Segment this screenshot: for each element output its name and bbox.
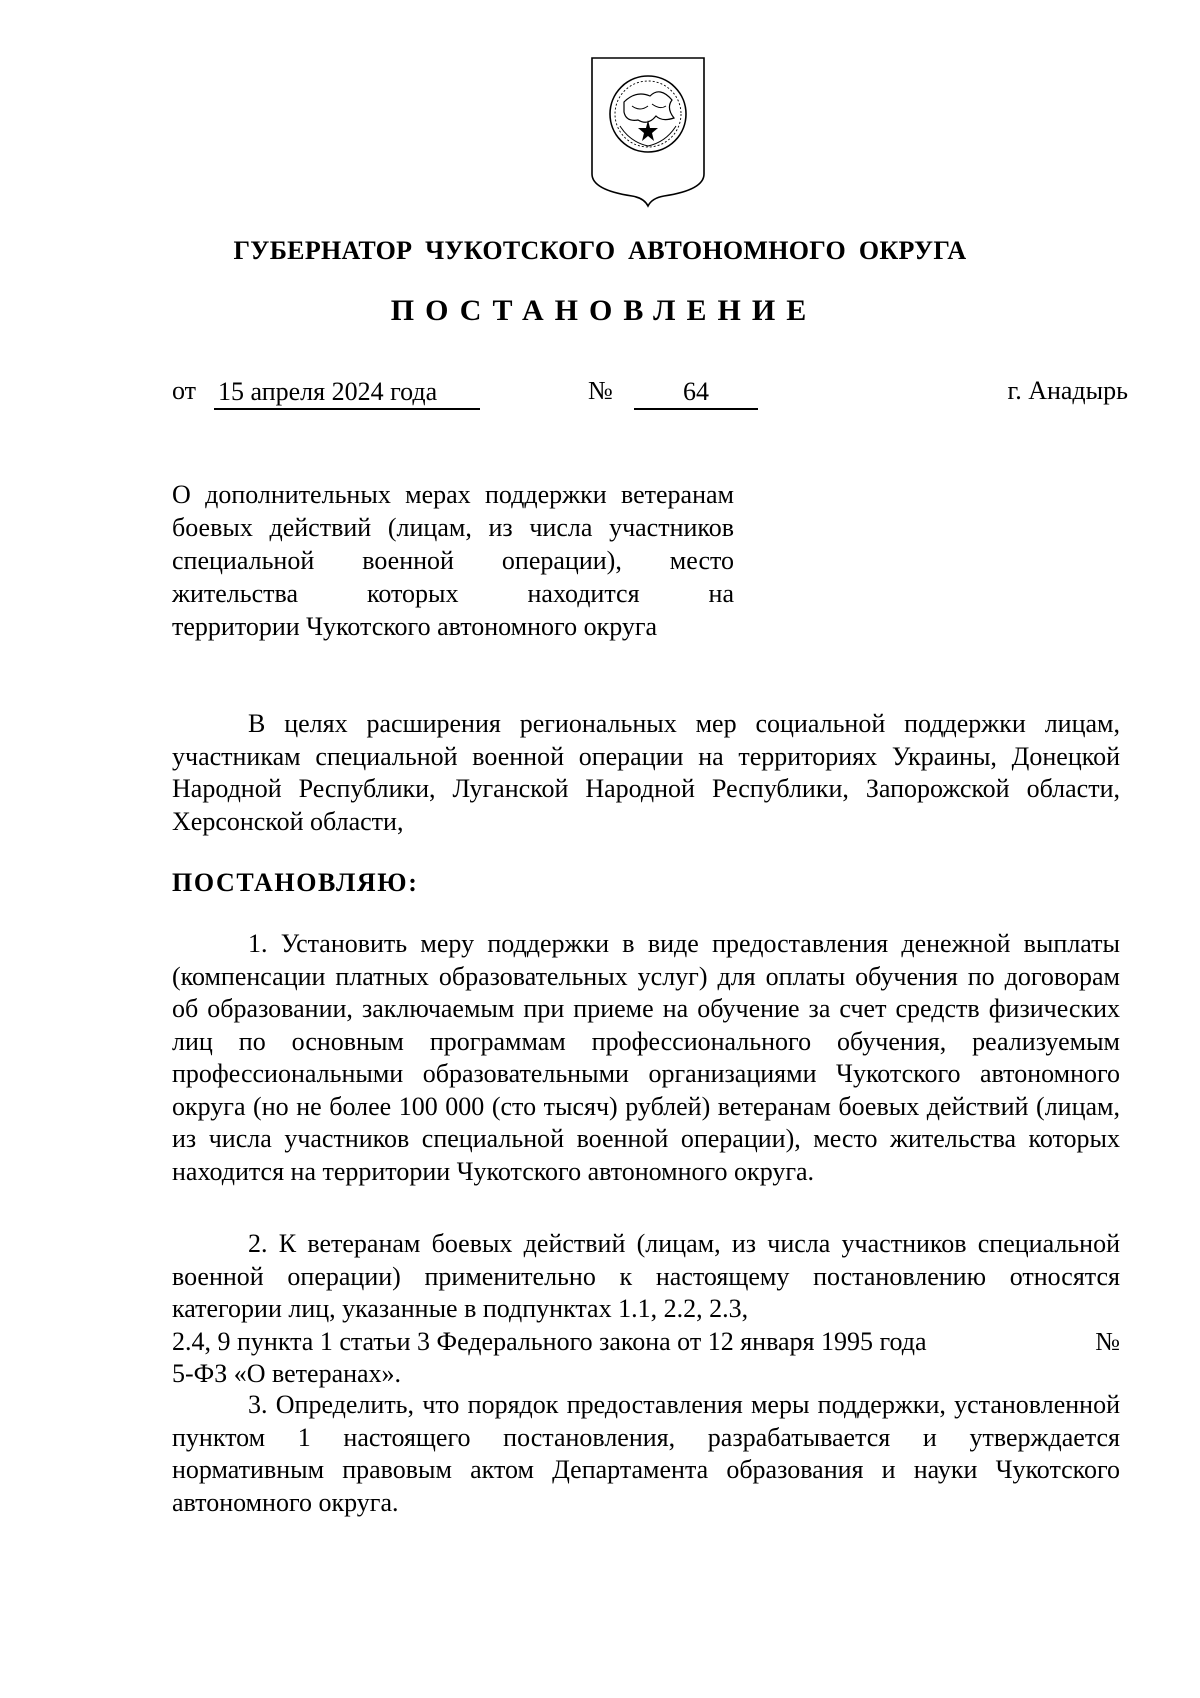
document-number: 64 — [634, 376, 758, 410]
subject-last-line: территории Чукотского автономного округа — [172, 612, 658, 641]
item-2-paragraph — [172, 1228, 1120, 1391]
item-2-text: 2. К ветеранам боевых действий (лицам, из числа участников специальной военной операции) применительно к настоящему постановлению относятся категории лиц, указанные в подпунктах 1.1, 2.2, 2.3, — [172, 1229, 1120, 1323]
preamble-paragraph: В целях расширения региональных мер социальной поддержки лицам, участникам специальной военной операции на территориях Украины, Донецкой Народной Республики, Луганской Народной Республики, Запорожской области, Херсонской области, — [172, 709, 1120, 836]
item-2-law-line — [172, 1326, 1120, 1359]
document-date: 15 апреля 2024 года — [214, 376, 480, 410]
item-2-law-reference: 2.4, 9 пункта 1 статьи 3 Федерального закона от 12 января 1995 года — [172, 1326, 927, 1356]
item-3-paragraph: 3. Определить, что порядок предоставления меры поддержки, установленной пунктом 1 настоящего постановления, разрабатывается и утверждается нормативным правовым актом Департамента образования и науки Чукотского автономного округа. — [172, 1390, 1120, 1517]
decree-heading: ПОСТАНОВЛЯЮ: — [172, 868, 419, 897]
number-label: № — [588, 376, 613, 405]
document-meta-row — [172, 376, 1128, 416]
issuing-authority: ГУБЕРНАТОР ЧУКОТСКОГО АВТОНОМНОГО ОКРУГА — [233, 236, 967, 265]
subject-text: О дополнительных мерах поддержки ветеранам боевых действий (лицам, из числа участников специальной военной операции), место жительства которых находится на — [172, 480, 734, 608]
item-1-paragraph: 1. Установить меру поддержки в виде предоставления денежной выплаты (компенсации платных образовательных услуг) для оплаты обучения по договорам об образовании, заключаемым при приеме на обучение за счет средств физических лиц по основным программам профессионального обучения, реализуемым профессиональными образовательными организациями Чукотского автономного округа (но не более 100 000 (сто тысяч) рублей) ветеранам боевых действий (лицам, из числа участников специальной военной операции), место жительства которых находится на территории Чукотского автономного округа. — [172, 929, 1120, 1186]
item-2-law-name: 5-ФЗ «О ветеранах». — [172, 1359, 402, 1388]
document-type-title: ПОСТАНОВЛЕНИЕ — [390, 294, 818, 327]
coat-of-arms-emblem — [590, 56, 706, 208]
document-subject — [172, 478, 734, 643]
date-prefix: от — [172, 376, 197, 405]
issue-city: г. Анадырь — [1007, 376, 1128, 405]
item-2-number-sign: № — [1095, 1326, 1120, 1356]
